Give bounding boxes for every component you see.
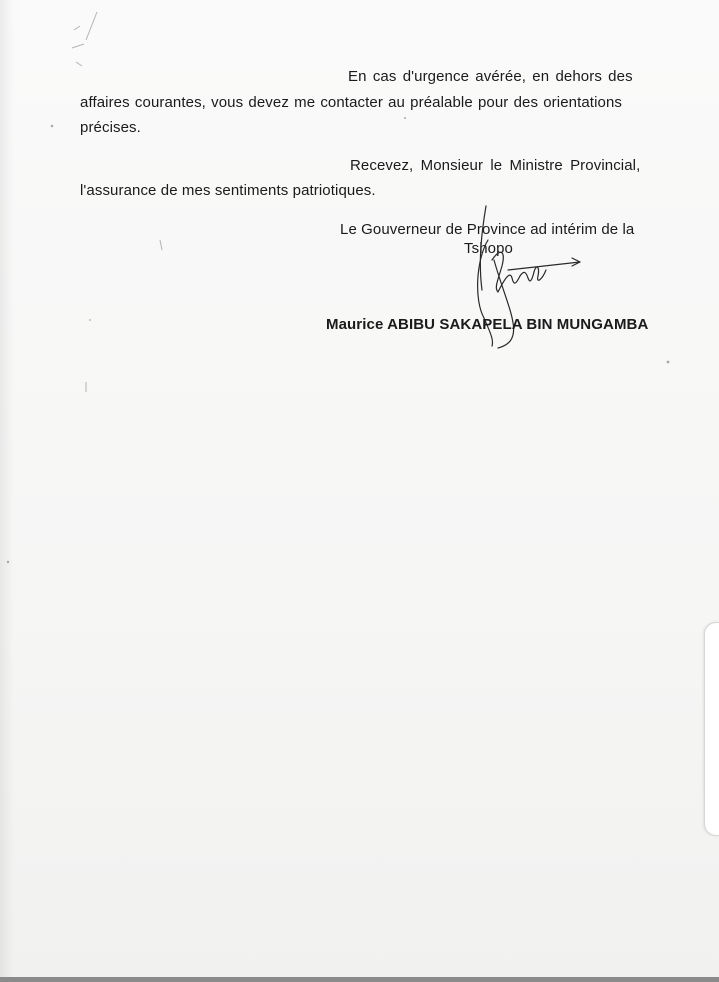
- closing-line-1: Recevez, Monsieur le Ministre Provincial,: [350, 157, 641, 174]
- page-edge-tab: [704, 622, 719, 836]
- signer-name: Maurice ABIBU SAKAPELA BIN MUNGAMBA: [326, 316, 649, 333]
- paragraph-1-line-3: précises.: [80, 119, 141, 136]
- signatory-title-line-1: Le Gouverneur de Province ad intérim de la: [340, 221, 635, 238]
- paragraph-1-line-2: affaires courantes, vous devez me contacter au préalable pour des orientations: [80, 94, 622, 111]
- bottom-edge: [0, 977, 719, 982]
- paragraph-1-line-1: En cas d'urgence avérée, en dehors des: [348, 68, 633, 85]
- signatory-title-line-2: Tshopo: [464, 240, 513, 257]
- closing-line-2: l'assurance de mes sentiments patriotiques.: [80, 182, 376, 199]
